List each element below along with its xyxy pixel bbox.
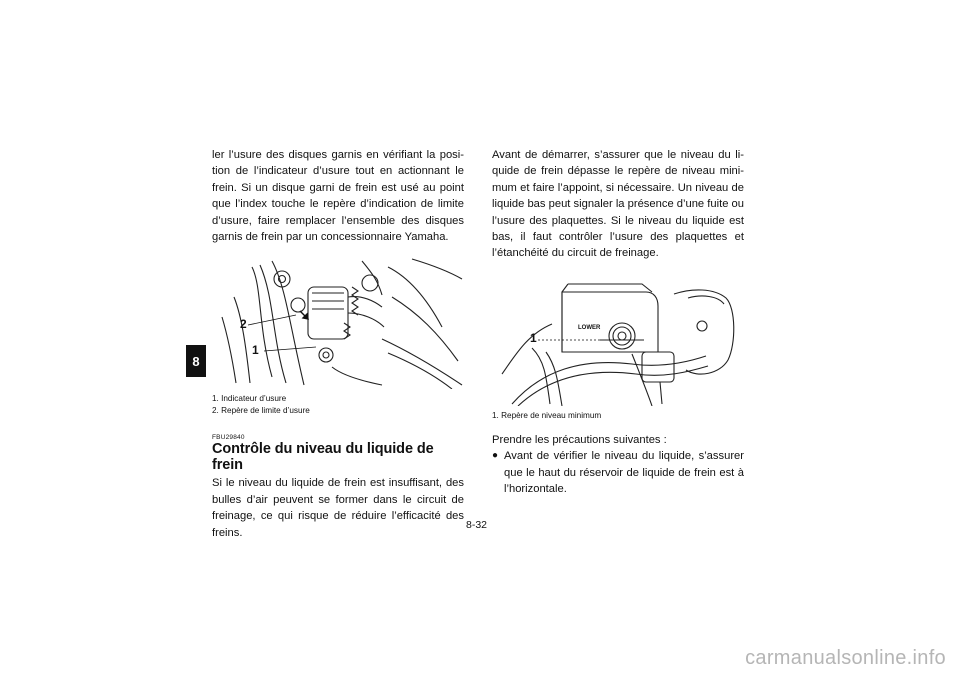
- brake-wear-figure: [212, 257, 464, 389]
- precautions-heading: Prendre les précautions suivantes :: [492, 433, 667, 446]
- figure-label-1: 1: [530, 330, 537, 345]
- right-column: [492, 147, 744, 497]
- left-column: [212, 147, 464, 541]
- chapter-tab: 8: [186, 345, 206, 377]
- figure-label-2: 2: [240, 317, 247, 332]
- bullet-item: [492, 448, 744, 497]
- caption-wear-indicator: 1. Indicateur d’usure: [212, 394, 287, 404]
- brake-wear-paragraph: ler l’usure des disques garnis en vérifiant la posi-tion de l’indicateur d’usure tout en actionnant le frein. Si un disque garni de frein est usé au point que l’index touche le repère d’indication de limite d’usure, faire remplacer l’ensemble des disques garnis de frein par un concessionnaire Yamaha.: [212, 149, 464, 244]
- reservoir-captions: [492, 410, 744, 422]
- figure-label-1: 1: [252, 343, 259, 358]
- section-code: FBU29840: [212, 434, 245, 442]
- bullet-icon: ●: [492, 450, 499, 462]
- brake-wear-captions: [212, 393, 464, 417]
- bullet-text: Avant de vérifier le niveau du liquide, s’assurer que le haut du réservoir de liquide de frein est à l’horizontale.: [504, 450, 744, 496]
- section-title: Contrôle du niveau du liquide de frein: [212, 441, 434, 474]
- before-start-paragraph: Avant de démarrer, s’assurer que le niveau du li-quide de frein dépasse le repère de niveau mini-mum et faire l’appoint, si nécessaire. Un niveau de liquide bas peut signaler la présence d’une fuite ou l’usure des plaquettes. Si le niveau du liquide est bas, il faut contrôler l’usure des plaquettes et l’étanchéité du circuit de freinage.: [492, 149, 744, 260]
- brake-wear-illustration: [212, 257, 464, 389]
- watermark-link[interactable]: carmanualsonline.info: [745, 647, 946, 669]
- fluid-level-paragraph: Si le niveau du liquide de frein est insuffisant, des bulles d’air peuvent se former dans le circuit de freinage, ce qui risque de réduire l’efficacité des freins.: [212, 477, 464, 539]
- page-number: 8-32: [466, 519, 488, 531]
- reservoir-figure: [492, 274, 744, 406]
- lower-mark-text: LOWER: [578, 324, 601, 331]
- caption-wear-limit: 2. Repère de limite d’usure: [212, 406, 310, 416]
- caption-min-level: 1. Repère de niveau minimum: [492, 410, 602, 420]
